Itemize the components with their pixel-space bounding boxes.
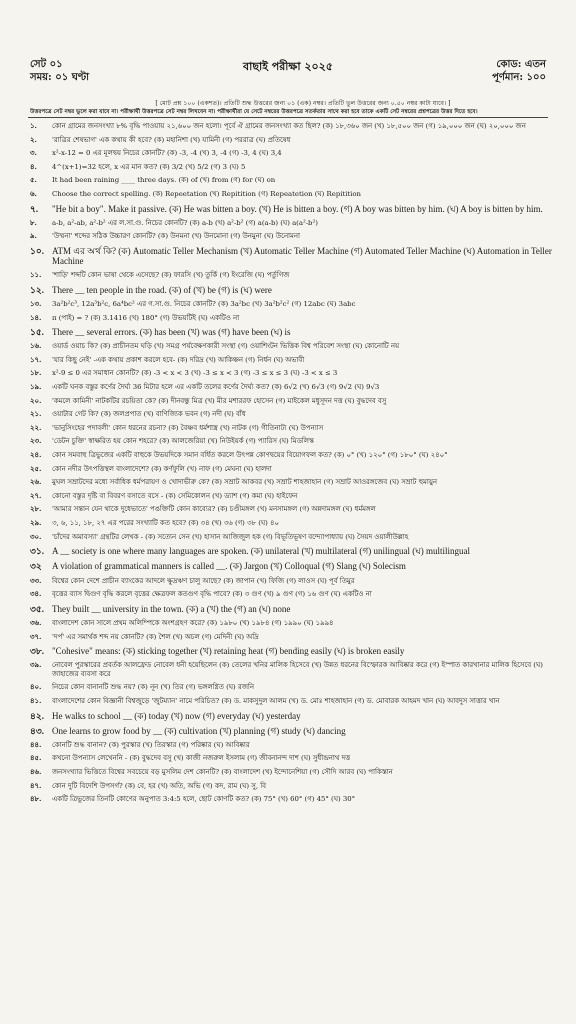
question-item xyxy=(30,314,554,322)
question-text: 'ডেটন চুক্তি' স্বাক্ষরিত হয় কোন শহরে? (ক) আলজেরিয়া (খ) নিউইয়র্ক (গ) প্যারিস (ঘ) মিডলিস্ক xyxy=(52,437,314,446)
question-list xyxy=(30,122,554,809)
question-item xyxy=(30,646,554,656)
question-number: ৩৮. xyxy=(30,646,44,657)
question-text: 'আমার সন্তান যেন থাকে দুধেভাতে' পঙক্তিটি কোন কাব্যের? (ক) চণ্ডীমঙ্গল (খ) মনসামঙ্গল (গ) অন্নদামঙ্গল (ঘ) ধর্মমঙ্গল xyxy=(52,505,376,514)
question-number: ২১. xyxy=(30,410,42,419)
question-number: ৪৭. xyxy=(30,781,42,790)
question-text: বাংলাদেশ কোন সালে প্রথম অলিম্পিকে অংশগ্রহণ করে? (ক) ১৯৮০ (খ) ১৯৮৪ (গ) ১৯৯০ (ঘ) ১৯৯৪ xyxy=(52,618,334,627)
question-number: ২৯. xyxy=(30,519,42,527)
question-item xyxy=(30,356,554,364)
question-number: ২২. xyxy=(30,423,42,432)
question-item xyxy=(30,232,554,240)
exam-title: বাছাই পরীক্ষা ২০২৫ xyxy=(243,60,333,73)
question-item xyxy=(30,219,554,227)
question-item xyxy=(30,619,554,627)
question-number: ৪৬. xyxy=(30,768,42,777)
question-item xyxy=(30,590,554,598)
question-item xyxy=(30,795,554,803)
question-number: ৮. xyxy=(30,218,37,227)
question-item xyxy=(30,327,554,337)
question-text: 'উম্মনা' শব্দের সঠিক উচ্চারণ কোনটি? (ক) উনমনা (খ) উনমোনা (গ) উনমুনা (ঘ) উনোমনা xyxy=(52,232,300,241)
question-number: ১৩. xyxy=(30,299,42,308)
question-text: একটি ঘনক বস্তুর কর্ণের দৈর্ঘ্য 36 মিটার হলে এর একটি তলের কর্ণের দৈর্ঘ্য কত? (ক) 6√2 (খ) 6√3 (গ) 9√2 (ঘ) 9√3 xyxy=(52,383,380,392)
question-number: ৪. xyxy=(30,162,37,171)
question-number: ৩৬. xyxy=(30,618,42,627)
question-item xyxy=(30,754,554,762)
question-text: 3a²b²c³, 12a³b²c, 6a⁴bc² এর গ.সা.গু. নিচের কোনটি? (ক) 3a²bc (খ) 3a²b²c² (গ) 12abc (ঘ) 3abc xyxy=(52,299,356,308)
question-number: ২৮. xyxy=(30,505,42,514)
question-item xyxy=(30,437,554,445)
question-text: 'কমলে কামিনী' নাটকটির রচয়িতা কে? (ক) দীনবন্ধু মিত্র (খ) মীর মশাররফ হোসেন (গ) মাইকেল মধুসূদন দত্ত (ঘ) বুদ্ধদেব বসু xyxy=(52,396,387,405)
question-number: ৪৪. xyxy=(30,740,42,749)
question-item xyxy=(30,661,554,678)
question-item xyxy=(30,424,554,432)
question-number: ২. xyxy=(30,135,37,144)
question-text: 'যার কিছু নেই' -এক কথায় প্রকাশ করলে হবে- (ক) দরিদ্র (খ) আকিঞ্চন (গ) নির্ধন (ঘ) অভাবী xyxy=(52,355,305,364)
question-item xyxy=(30,149,554,157)
question-text: নোবেল পুরস্কারের প্রবর্তক আলফ্রেড নোবেল ধনী হয়েছিলেন (ক) তেলের খনির মালিক হিসেবে (খ) উন্নত ধরনের বিস্ফোরক আবিষ্কার করে (গ) ইস্পাত কারখানার মালিক হিসেবে (ঘ) জাহাজের ব্যবসা করে xyxy=(52,661,543,678)
question-number: ১. xyxy=(30,122,37,130)
question-item xyxy=(30,633,554,641)
full-marks: পূর্ণমান: ১০০ xyxy=(492,72,546,83)
question-text: বৃত্তের ব্যাস দ্বিগুণ বৃদ্ধি করলে বৃত্তের ক্ষেত্রফল কতগুণ বৃদ্ধি পাবে? (ক) ৩ গুণ (খ) ৯ গুণ (গ) ১৬ গুণ (ঘ) একটিও না xyxy=(52,590,372,599)
question-item xyxy=(30,478,554,486)
question-number: ৪০. xyxy=(30,683,42,692)
question-number: ২৬. xyxy=(30,478,42,487)
question-text: 'চাঁদের অমাবস্যা' গ্রন্থটির লেখক - (ক) সত্যেন সেন (খ) হাসান আজিজুল হক (গ) বিভূতিভূষণ বন্দ্যোপাধ্যায় (ঘ) সৈয়দ ওয়ালীউল্লাহ xyxy=(52,532,409,541)
question-item xyxy=(30,369,554,377)
question-text: জনসংখ্যার ভিত্তিতে বিশ্বের সবচেয়ে বড় মুসলিম দেশ কোনটি? (ক) বাংলাদেশ (খ) ইন্দোনেশিয়া (গ) সৌদি আরব (ঘ) পাকিস্তান xyxy=(52,768,393,777)
question-number: ৩৫. xyxy=(30,603,44,614)
question-item xyxy=(30,782,554,790)
question-text: There __ several errors. (ক) has been (খ) was (গ) have been (ঘ) is xyxy=(52,327,291,338)
question-text: x²-x-12 = 0 এর মূলদ্বয় নিচের কোনটি? (ক) -3, -4 (খ) 3, -4 (গ) -3, 4 (ঘ) 3,4 xyxy=(52,149,282,158)
exam-code: কোড: এতন xyxy=(496,59,546,70)
question-text: a-b, a²-ab, a²-b² এর ল.সা.গু. নিচের কোনটি? (ক) a-b (খ) a²-b² (গ) a(a-b) (ঘ) a(a²-b²) xyxy=(52,218,318,227)
question-number: ৩৩. xyxy=(30,576,42,585)
question-item xyxy=(30,741,554,749)
question-text: 'ভানুসিংহের পদাবলী' কোন ধরনের রচনা? (ক) বৈষ্ণব ধর্মশাস্ত্র (খ) নাটক (গ) গীতিনাট্য (ঘ) উপন্যাস xyxy=(52,423,324,432)
question-number: ১৫. xyxy=(30,327,44,338)
question-number: ৪৩. xyxy=(30,725,44,736)
question-item xyxy=(30,342,554,350)
question-item xyxy=(30,697,554,705)
question-number: ২৪. xyxy=(30,451,42,460)
question-item xyxy=(30,577,554,585)
question-number: ১৯. xyxy=(30,383,42,392)
question-number: ১২. xyxy=(30,284,44,295)
question-item xyxy=(30,546,554,556)
question-number: ১১. xyxy=(30,271,42,280)
question-text: একটি ত্রিভুজের তিনটি কোণের অনুপাত 3:4:5 হলে, ছোট কোণটি কত? (ক) 75° (খ) 60° (গ) 45° (ঘ) 30° xyxy=(52,795,356,804)
question-number: ৩৯. xyxy=(30,661,42,670)
question-item xyxy=(30,246,554,266)
question-number: ১৭. xyxy=(30,355,42,364)
question-text: কোন দুটি বিদেশি উপসর্গ? (ক) বে, হর (খ) অতি, অভি (গ) কদ, রাম (ঘ) সু, বি xyxy=(52,781,267,790)
question-number: ১৮. xyxy=(30,369,42,378)
question-number: ২৩. xyxy=(30,437,42,446)
question-number: ১৬. xyxy=(30,342,42,351)
question-text: π (পাই) = ? (ক) 3.1416 (খ) 180° (গ) উভয়টিই (ঘ) একটিও না xyxy=(52,313,240,322)
question-text: 'শাড়ি' শব্দটি কোন ভাষা থেকে এসেছে? (ক) ফারসি (খ) তুর্কি (গ) ইংরেজি (ঘ) পর্তুগিজ xyxy=(52,271,290,280)
question-text: নিচের কোন বানানটি শুদ্ধ নয়? (ক) নূন (খ) তির (গ) ভঙ্গলগ্নিত (ঘ) রজনি xyxy=(52,683,254,692)
question-number: ২৫. xyxy=(30,464,42,473)
question-number: ১০. xyxy=(30,245,44,256)
question-text: ওয়ার্ড ওয়াচ কি? (ক) প্রাচীনতম ঘড়ি (খ) সমগ্র পর্যবেক্ষণকারী সংস্থা (গ) ওয়াশিংটন ভিত্তিক বিশ্ব পরিবেশ সংস্থা (ঘ) কোনোটি নয় xyxy=(52,342,400,351)
question-number: ৩৭. xyxy=(30,632,42,641)
question-item xyxy=(30,136,554,144)
question-text: 4^(x+1)=32 হলে, x এর মান কত? (ক) 3/2 (খ) 5/2 (গ) 3 (ঘ) 5 xyxy=(52,162,246,171)
question-item xyxy=(30,451,554,459)
question-item xyxy=(30,383,554,391)
question-item xyxy=(30,410,554,418)
question-number: ৭. xyxy=(30,203,39,214)
question-number: ৩৪. xyxy=(30,590,42,599)
question-text: "Cohesive" means: (ক) sticking together (খ) retaining heat (গ) bending easily (ঘ) is broken easily xyxy=(52,646,405,657)
instructions-warning: উত্তরপত্রে সেট নম্বর ভুলে করা যাবে না। পরীক্ষার্থী উত্তরপত্রে সেট নম্বর লিখবেন না। পরীক্ষার্থীরা যে সেটে নম্বরের উত্তরপত্রে সতর্কতার সাথে করা হবে তাকে একটি সেট নম্বরের প্রশ্নপত্রের উত্তর দিতে হবে। xyxy=(30,109,478,115)
question-number: ৪২. xyxy=(30,710,44,721)
question-item xyxy=(30,465,554,473)
question-text: বিশ্বের কোন দেশে প্রাচীন ব্যাংকের আদলে ক্ষুদ্রঋণ চালু আছে? (ক) জাপান (খ) ফিজি (গ) লাওস (ঘ) পূর্ব তিমুর xyxy=(52,576,355,585)
question-text: It had been raining ____ three days. (ক) of (খ) from (গ) for (ঘ) on xyxy=(52,176,276,185)
set-number: সেট ০১ xyxy=(30,59,63,70)
question-text: x²-9 ≤ 0 এর সমাধান কোনটি? (ক) -3 < x < 3 (খ) -3 ≤ x < 3 (গ) -3 ≤ x ≤ 3 (ঘ) -3 < x ≤ 3 xyxy=(52,369,338,378)
question-text: 'রাত্রির শেষভাগ' এক কথায় কী হবে? (ক) মহানিশা (খ) যামিনী (গ) পররাত্র (ঘ) প্রতিষেধ xyxy=(52,135,291,144)
question-number: ৩০. xyxy=(30,532,42,541)
question-text: 'দর্প' এর সমার্থক শব্দ নয় কোনটি? (ক) শৈল (খ) অচল (গ) মেদিনী (ঘ) অদ্রি xyxy=(52,632,259,641)
question-number: ৬. xyxy=(30,189,37,198)
question-text: কখনো উপন্যাস লেখেননি - (ক) বুদ্ধদেব বসু (খ) কাজী নজরুল ইসলাম (গ) জীবনানন্দ দাশ (ঘ) সুধীন্দ্রনাথ দত্ত xyxy=(52,754,351,763)
question-item xyxy=(30,300,554,308)
exam-time: সময়: ০১ ঘণ্টা xyxy=(30,72,90,83)
question-item xyxy=(30,604,554,614)
question-text: One learns to grow food by __ (ক) cultivation (খ) planning (গ) study (ঘ) dancing xyxy=(52,725,346,736)
question-number: ১৪. xyxy=(30,313,42,322)
question-text: They built __ university in the town. (ক) a (খ) the (গ) an (ঘ) none xyxy=(52,603,291,614)
question-item xyxy=(30,533,554,541)
question-text: ওয়াটার গেট কি? (ক) জলপ্রপাত (খ) বাণিজ্যিক ভবন (গ) নদী (ঘ) বাঁধ xyxy=(52,410,246,419)
question-number: ৫. xyxy=(30,176,37,185)
question-text: He walks to school __ (ক) today (খ) now (গ) everyday (ঘ) yesterday xyxy=(52,710,301,721)
question-number: ৩২ xyxy=(30,561,42,572)
question-number: ২০. xyxy=(30,396,42,405)
question-number: ৪৮. xyxy=(30,795,42,804)
question-text: কোনো বস্তুর দৃষ্টি বা বিবরণ বসাতে বসে - (ক) সেমিকোলন (খ) ড্যাশ (গ) কমা (ঘ) হাইফেন xyxy=(52,491,298,500)
question-text: কোনটি শুদ্ধ বানান? (ক) পুরস্কার (খ) তিরস্কার (গ) পরিষ্কার (ঘ) আবিষ্কার xyxy=(52,740,250,749)
question-item xyxy=(30,271,554,279)
question-number: ৩১. xyxy=(30,546,44,557)
instructions-note: [ মোট প্রশ্ন ১০০ (একশত)। প্রতিটি শুদ্ধ উত্তরের জন্য ০১ (এক) নম্বর। প্রতিটি ভুল উত্তরের জন্য ০.৫০ নম্বর কাটা যাবে। ] xyxy=(155,100,451,107)
question-item xyxy=(30,492,554,500)
question-text: "He bit a boy". Make it passive. (ক) He was bitten a boy. (খ) He is bitten a boy. (গ) A boy was bitten by him. (ঘ) A boy is bitten by him. xyxy=(52,203,543,214)
question-number: ৪১. xyxy=(30,696,42,705)
question-item xyxy=(30,163,554,171)
question-item xyxy=(30,397,554,405)
question-text: There __ ten people in the road. (ক) of (খ) be (গ) is (ঘ) were xyxy=(52,284,272,295)
question-number: ২৭. xyxy=(30,491,42,500)
question-item xyxy=(30,683,554,691)
question-text: মুঘল সম্রাটদের মধ্যে সর্বাধিক ধর্মপরায়ণ ও খোদাভীরু কে? (ক) সম্রাট আকবর (খ) সম্রাট শাহজাহান (গ) সম্রাট আওরঙ্গজেব (ঘ) সম্রাট হুমায়ুন xyxy=(52,478,438,487)
question-text: কোন সমবাহু ত্রিভুজের একটি বাহুকে উভয়দিকে সমান বর্ধিত করলে উৎপন্ন কোণদ্বয়ের বিয়োগফল কত? (ক) ০° (খ) ১২০° (গ) ১৮০° (ঘ) ২৪০° xyxy=(52,451,448,460)
question-text: কোন গ্রামের জনসংখ্যা ৮% বৃদ্ধি পাওয়ায় ২১,৬০০ জন হলো। পূর্বে ঐ গ্রামের জনসংখ্যা কত ছিল? (ক) ১৮,৩৬০ জন (খ) ১৮,৫০০ জন (গ) ১৯,০০০ জন (ঘ) ২০,০০০ জন xyxy=(52,122,526,130)
header-divider xyxy=(28,117,548,118)
question-text: কোন নদীর উৎপত্তিস্থল বাংলাদেশে? (ক) কর্ণফুলি (খ) নাফ (গ) মেঘনা (ঘ) হালদা xyxy=(52,464,272,473)
question-item xyxy=(30,190,554,198)
header-right xyxy=(492,58,546,84)
question-item xyxy=(30,561,554,571)
question-item xyxy=(30,519,554,527)
question-item xyxy=(30,122,554,130)
question-text: A violation of grammatical manners is called __. (ক) Jargon (খ) Colloqual (গ) Slang (ঘ) Solecism xyxy=(52,561,406,572)
question-item xyxy=(30,204,554,214)
question-item xyxy=(30,768,554,776)
question-item xyxy=(30,505,554,513)
question-text: ATM এর অর্থ কি? (ক) Automatic Teller Mechanism (খ) Automatic Teller Machine (গ) Automated Teller Machine (ঘ) Automation in Teller Machine xyxy=(52,245,552,266)
question-text: বাংলাদেশের কোন বিজ্ঞানী বিশ্বজুড়ে 'জুটম্যান' নামে পরিচিত? (ক) ড. মাকসুদুল আলম (খ) ড. মোঃ শাহজাহান (গ) ড. মোবারক আহমদ খান (ঘ) আবদুস সাত্তার খান xyxy=(52,696,500,705)
question-item xyxy=(30,711,554,721)
question-item xyxy=(30,285,554,295)
question-number: ৯. xyxy=(30,232,37,241)
question-text: Choose the correct spelling. (ক) Repeetation (খ) Repitition (গ) Repeatetion (ঘ) Repitition xyxy=(52,189,361,198)
question-text: ৩, ৬, ১১, ১৮, ২৭ এর পরের সংখ্যাটি কত হবে? (ক) ৩৪ (খ) ৩৬ (গ) ৩৮ (ঘ) ৪০ xyxy=(52,519,279,527)
question-item xyxy=(30,726,554,736)
question-number: ৩. xyxy=(30,149,37,158)
question-item xyxy=(30,176,554,184)
question-number: ৪৫. xyxy=(30,754,42,763)
question-text: A __ society is one where many languages are spoken. (ক) unilateral (খ) multilateral (গ) unilingual (ঘ) multilingual xyxy=(52,546,471,557)
